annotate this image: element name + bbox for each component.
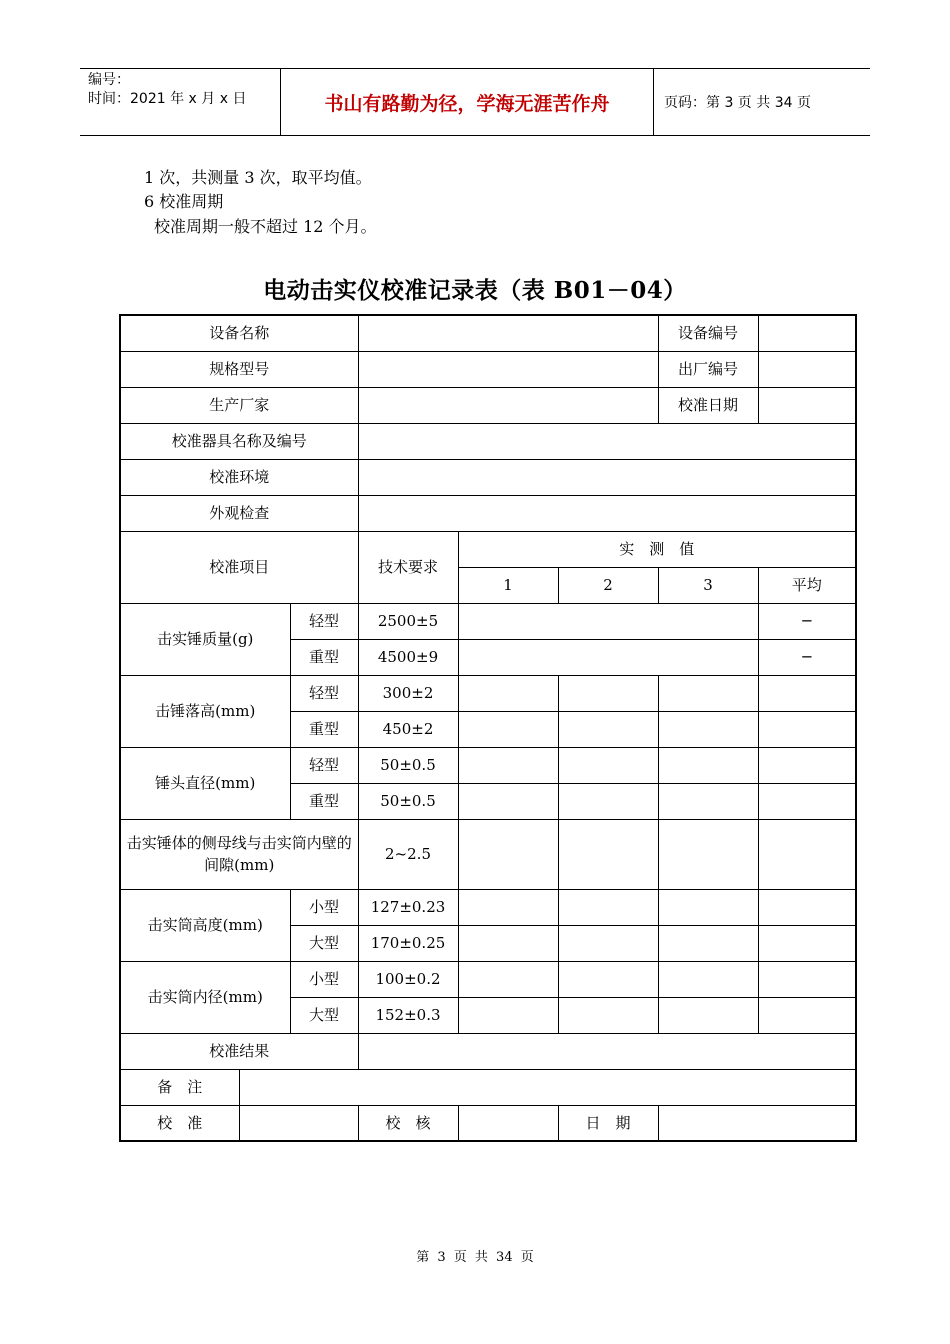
req-gap: 2~2.5 [358, 819, 458, 889]
req-drop-heavy: 450±2 [358, 711, 458, 747]
manufacturer-label: 生产厂家 [120, 387, 358, 423]
type-heavy: 重型 [290, 711, 358, 747]
checker-field[interactable] [458, 1105, 558, 1141]
result-label: 校准结果 [120, 1033, 358, 1069]
type-heavy: 重型 [290, 639, 358, 675]
req-mass-light: 2500±5 [358, 603, 458, 639]
col-1-header: 1 [458, 567, 558, 603]
device-no-label: 设备编号 [658, 315, 758, 351]
header-left [80, 69, 281, 135]
measured-cell[interactable] [658, 675, 758, 711]
calib-env-label: 校准环境 [120, 459, 358, 495]
type-light: 轻型 [290, 603, 358, 639]
row-manufacturer [120, 387, 856, 423]
measured-cell[interactable] [458, 925, 558, 961]
average-cell[interactable] [758, 747, 856, 783]
type-small: 小型 [290, 889, 358, 925]
measured-cell[interactable] [558, 747, 658, 783]
device-no-field[interactable] [758, 315, 856, 351]
measured-cell[interactable] [558, 997, 658, 1033]
calib-tool-field[interactable] [358, 423, 856, 459]
factory-no-field[interactable] [758, 351, 856, 387]
device-name-label: 设备名称 [120, 315, 358, 351]
measured-cell[interactable] [458, 711, 558, 747]
body-line-3: 校准周期一般不超过 12 个月。 [154, 217, 377, 236]
col-3-header: 3 [658, 567, 758, 603]
type-light: 轻型 [290, 675, 358, 711]
body-line-1: 1 次，共测量 3 次，取平均值。 [144, 168, 372, 187]
type-small: 小型 [290, 961, 358, 997]
calib-date-field[interactable] [758, 387, 856, 423]
measured-cell[interactable] [458, 961, 558, 997]
row-drop-light [120, 675, 856, 711]
measured-cell[interactable] [458, 639, 758, 675]
row-calib-env [120, 459, 856, 495]
head-diameter-label: 锤头直径(mm) [120, 747, 290, 819]
measured-cell[interactable] [558, 819, 658, 889]
time-label: 时间：2021 年 x 月 x 日 [88, 91, 247, 107]
number-label: 编号： [88, 72, 130, 88]
measured-cell[interactable] [558, 675, 658, 711]
measured-cell[interactable] [658, 747, 758, 783]
measured-cell[interactable] [658, 997, 758, 1033]
row-remarks [120, 1069, 856, 1105]
manufacturer-field[interactable] [358, 387, 658, 423]
appearance-field[interactable] [358, 495, 856, 531]
average-cell[interactable] [758, 925, 856, 961]
date-field[interactable] [658, 1105, 856, 1141]
average-cell[interactable] [758, 819, 856, 889]
factory-no-label: 出厂编号 [658, 351, 758, 387]
row-mass-light [120, 603, 856, 639]
average-cell[interactable] [758, 675, 856, 711]
average-cell[interactable] [758, 997, 856, 1033]
date-label: 日 期 [558, 1105, 658, 1141]
document-title: 电动击实仪校准记录表（表 B01－04） [263, 277, 687, 304]
type-large: 大型 [290, 997, 358, 1033]
row-height-small [120, 889, 856, 925]
measured-cell[interactable] [658, 925, 758, 961]
calibrator-label: 校 准 [120, 1105, 239, 1141]
result-field[interactable] [358, 1033, 856, 1069]
row-device-name [120, 315, 856, 351]
header-page-info: 页码：第 3 页 共 34 页 [664, 95, 811, 111]
average-cell[interactable] [758, 889, 856, 925]
gap-label: 击实锤体的侧母线与击实筒内壁的间隙(mm) [120, 819, 358, 889]
calibrator-field[interactable] [239, 1105, 358, 1141]
header-motto: 书山有路勤为径，学海无涯苦作舟 [281, 69, 654, 135]
row-diameter-small [120, 961, 856, 997]
measured-header: 实 测 值 [458, 531, 856, 567]
req-d-small: 100±0.2 [358, 961, 458, 997]
calib-item-header: 校准项目 [120, 531, 358, 603]
req-mass-heavy: 4500±9 [358, 639, 458, 675]
measured-cell[interactable] [558, 711, 658, 747]
measured-cell[interactable] [558, 925, 658, 961]
appearance-label: 外观检查 [120, 495, 358, 531]
remarks-label: 备 注 [120, 1069, 239, 1105]
col-avg-header: 平均 [758, 567, 856, 603]
row-column-header [120, 531, 856, 567]
measured-cell[interactable] [558, 783, 658, 819]
col-2-header: 2 [558, 567, 658, 603]
measured-cell[interactable] [458, 603, 758, 639]
req-d-large: 152±0.3 [358, 997, 458, 1033]
remarks-field[interactable] [239, 1069, 856, 1105]
type-heavy: 重型 [290, 783, 358, 819]
dash-cell: ─ [758, 639, 856, 675]
measured-cell[interactable] [658, 819, 758, 889]
drop-height-label: 击锤落高(mm) [120, 675, 290, 747]
average-cell[interactable] [758, 783, 856, 819]
measured-cell[interactable] [458, 889, 558, 925]
measured-cell[interactable] [458, 819, 558, 889]
req-height-large: 170±0.25 [358, 925, 458, 961]
measured-cell[interactable] [658, 711, 758, 747]
dash-cell: ─ [758, 603, 856, 639]
average-cell[interactable] [758, 711, 856, 747]
device-name-field[interactable] [358, 315, 658, 351]
calib-tool-label: 校准器具名称及编号 [120, 423, 358, 459]
cyl-inner-d-label: 击实筒内径(mm) [120, 961, 290, 1033]
row-gap [120, 819, 856, 889]
row-result [120, 1033, 856, 1069]
hammer-mass-label: 击实锤质量(g) [120, 603, 290, 675]
req-height-small: 127±0.23 [358, 889, 458, 925]
type-light: 轻型 [290, 747, 358, 783]
measured-cell[interactable] [558, 961, 658, 997]
checker-label: 校 核 [358, 1105, 458, 1141]
calibration-record-table [119, 314, 857, 1142]
type-large: 大型 [290, 925, 358, 961]
row-spec-model [120, 351, 856, 387]
row-appearance [120, 495, 856, 531]
calib-env-field[interactable] [358, 459, 856, 495]
spec-model-field[interactable] [358, 351, 658, 387]
measured-cell[interactable] [458, 783, 558, 819]
page-header [80, 68, 870, 136]
page-footer: 第 3 页 共 34 页 [416, 1250, 534, 1265]
req-head-heavy: 50±0.5 [358, 783, 458, 819]
average-cell[interactable] [758, 961, 856, 997]
row-calib-tool [120, 423, 856, 459]
row-signatures [120, 1105, 856, 1141]
measured-cell[interactable] [658, 889, 758, 925]
measured-cell[interactable] [458, 997, 558, 1033]
req-head-light: 50±0.5 [358, 747, 458, 783]
row-head-light [120, 747, 856, 783]
calib-date-label: 校准日期 [658, 387, 758, 423]
measured-cell[interactable] [658, 783, 758, 819]
spec-model-label: 规格型号 [120, 351, 358, 387]
cyl-height-label: 击实筒高度(mm) [120, 889, 290, 961]
tech-req-header: 技术要求 [358, 531, 458, 603]
measured-cell[interactable] [458, 747, 558, 783]
measured-cell[interactable] [558, 889, 658, 925]
measured-cell[interactable] [658, 961, 758, 997]
req-drop-light: 300±2 [358, 675, 458, 711]
measured-cell[interactable] [458, 675, 558, 711]
body-line-2: 6 校准周期 [144, 192, 224, 211]
